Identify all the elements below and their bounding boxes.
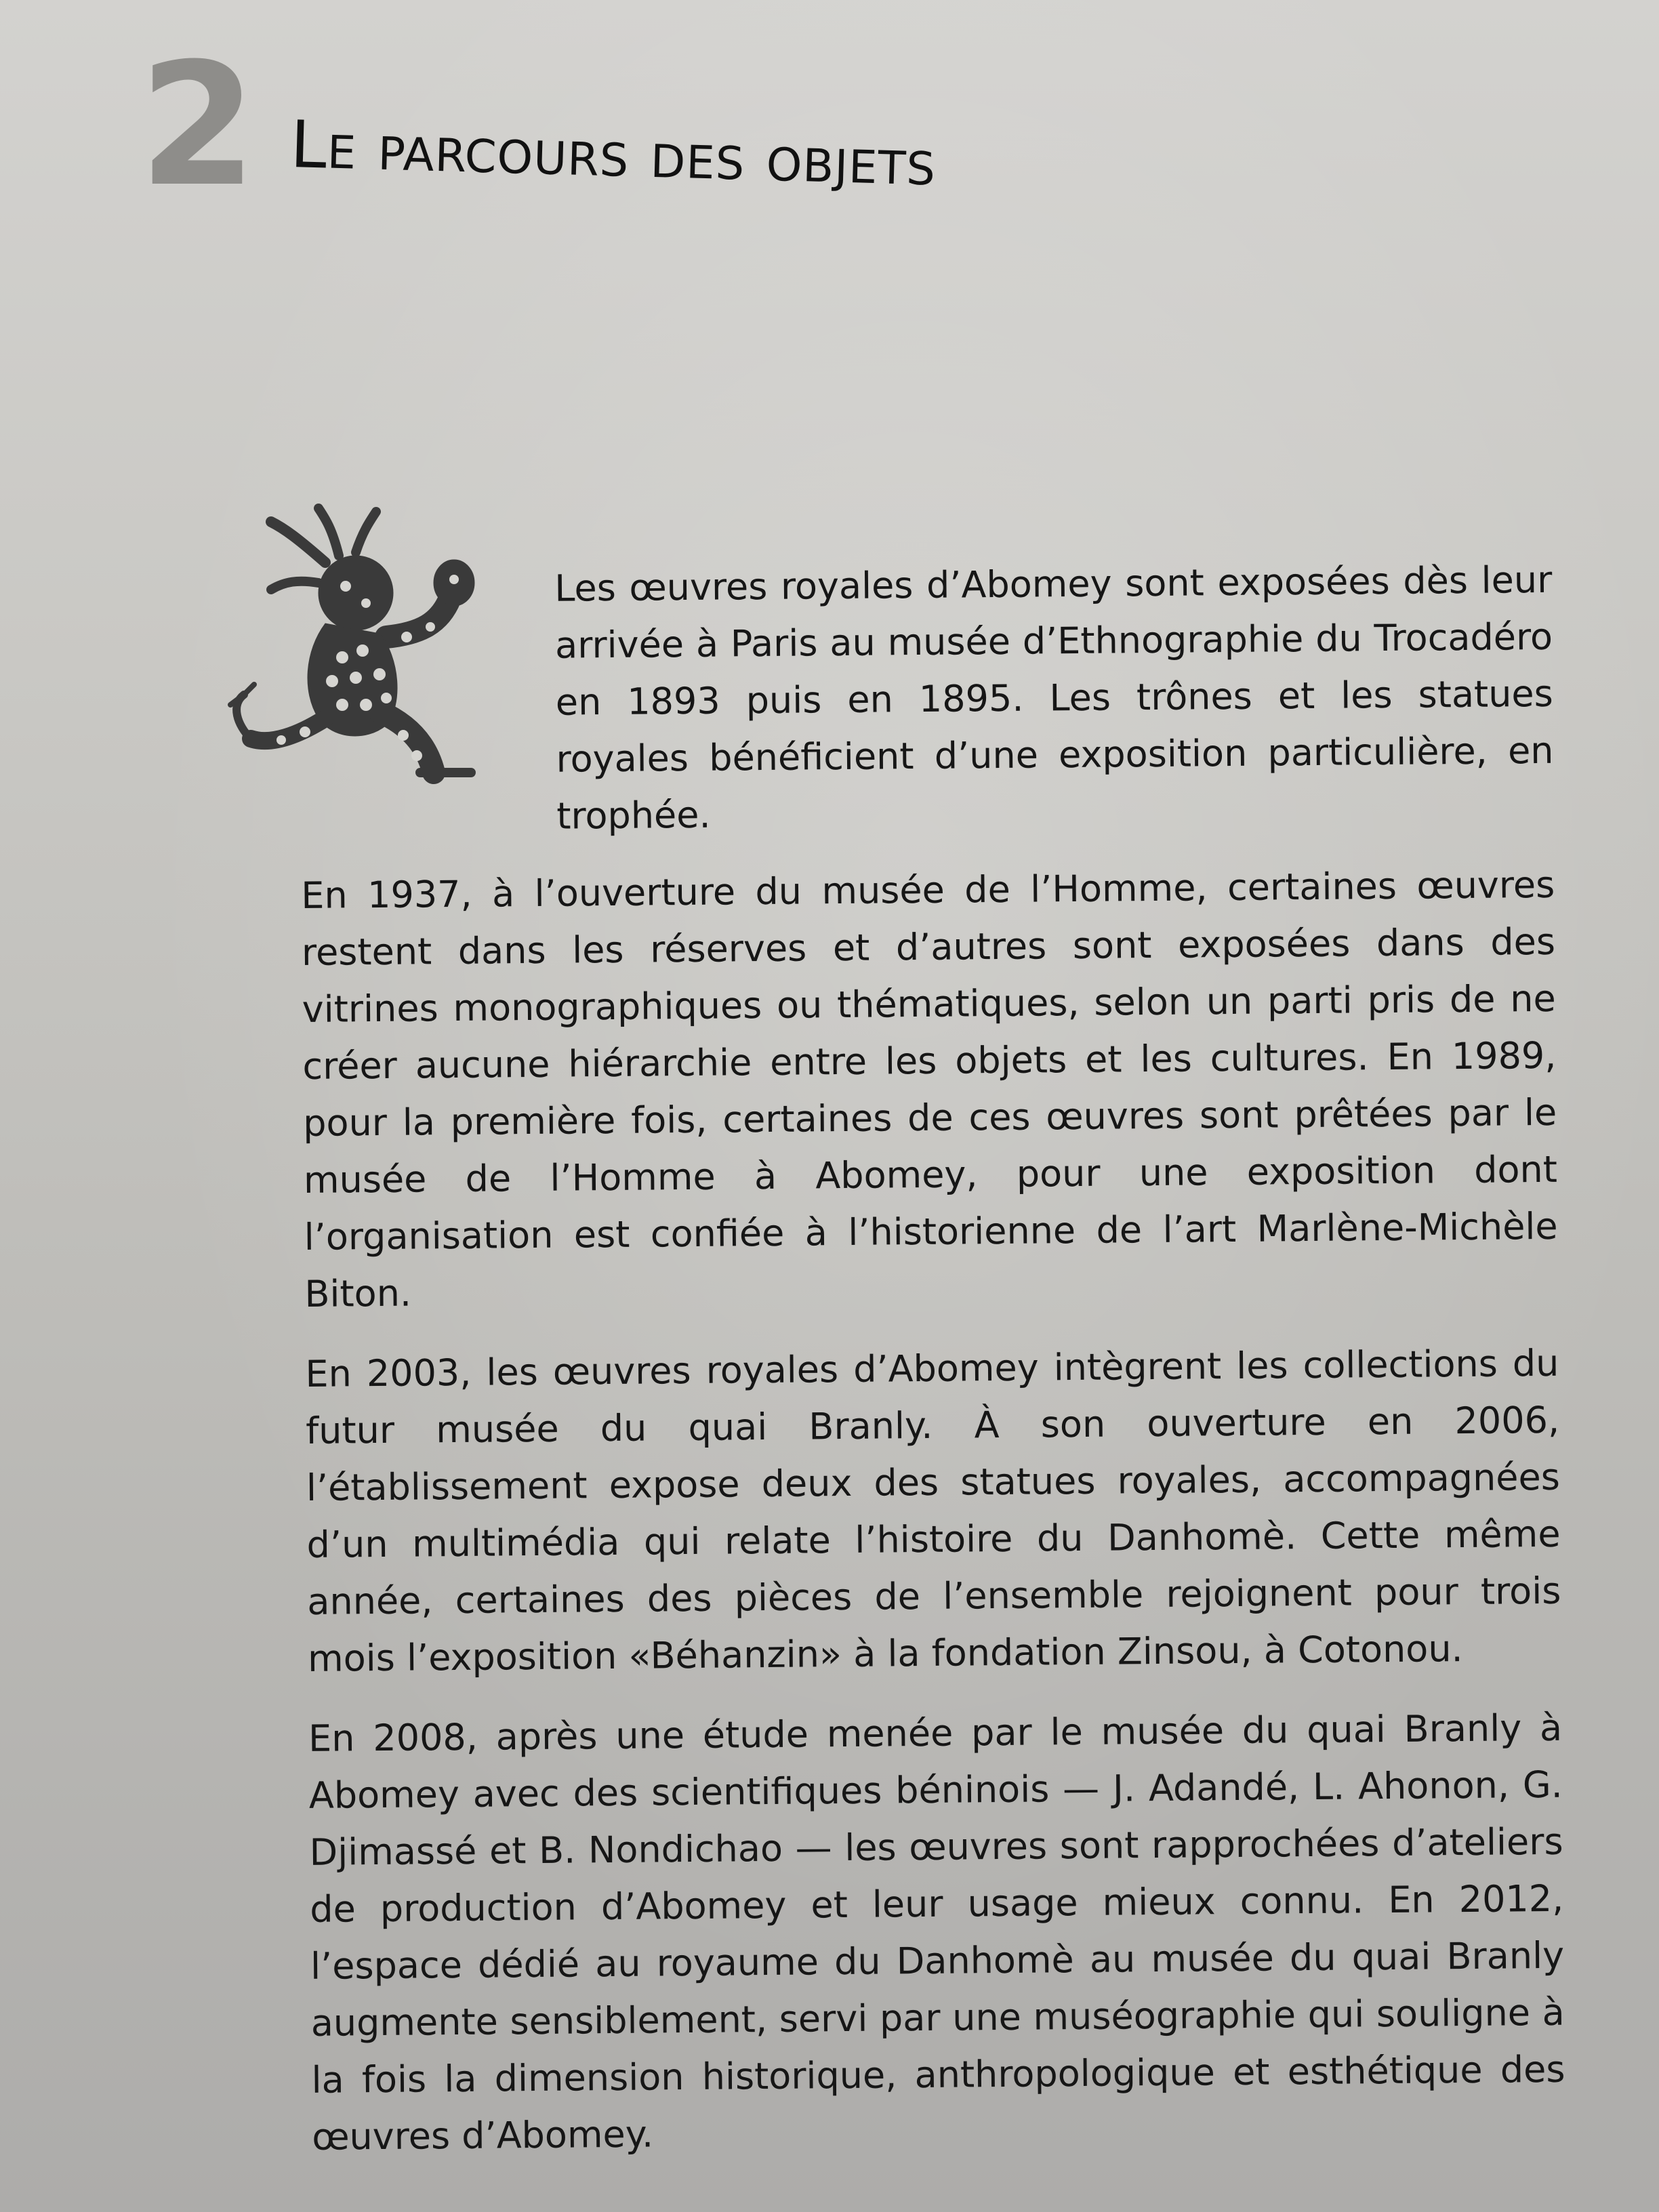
paragraph-3: En 2003, les œuvres royales d’Abomey intègrent les collections du futur musée du quai Branly. À son ouverture en 2006, l’établissement expose deux des statues royales, accompagnées d’un multimédia qui relate l’histoire du Danhomè. Cette même année, certaines des pièces de l’ensemble rejoignent pour trois mois l’exposition «Béhanzin» à la fondation Zinsou, à Cotonou. (305, 1341, 1561, 1680)
panel-title: Le parcours des objets (289, 106, 937, 201)
section-number: 2 (139, 26, 257, 224)
paragraph-4: En 2008, après une étude menée par le musée du quai Branly à Abomey avec des scientifiques béninois — J. Adandé, L. Ahonon, G. Djimassé et B. Nondichao — les œuvres sont rapprochées d’ateliers de production d’Abomey et leur usage mieux connu. En 2012, l’espace dédié au royaume du Danhomè au musée du quai Branly augmente sensiblement, servi par une muséographie qui souligne à la fois la dimension historique, anthropologique et esthétique des œuvres d’Abomey. (308, 1706, 1565, 2158)
panel-body-text (298, 552, 1566, 2189)
paragraph-1: Les œuvres royales d’Abomey sont exposées dès leur arrivée à Paris au musée d’Ethnographie du Trocadéro en 1893 puis en 1895. Les trônes et les statues royales bénéficient d’une exposition particulière, en trophée. (554, 558, 1554, 838)
paragraph-2: En 1937, à l’ouverture du musée de l’Homme, certaines œuvres restent dans les réserves et d’autres sont exposées dans des vitrines monographiques ou thématiques, selon un parti pris de ne créer aucune hiérarchie entre les objets et les cultures. En 1989, pour la première fois, certaines de ces œuvres sont prêtées par le musée de l’Homme à Abomey, pour une exposition dont l’organisation est confiée à l’historienne de l’art Marlène-Michèle Biton. (301, 863, 1558, 1315)
